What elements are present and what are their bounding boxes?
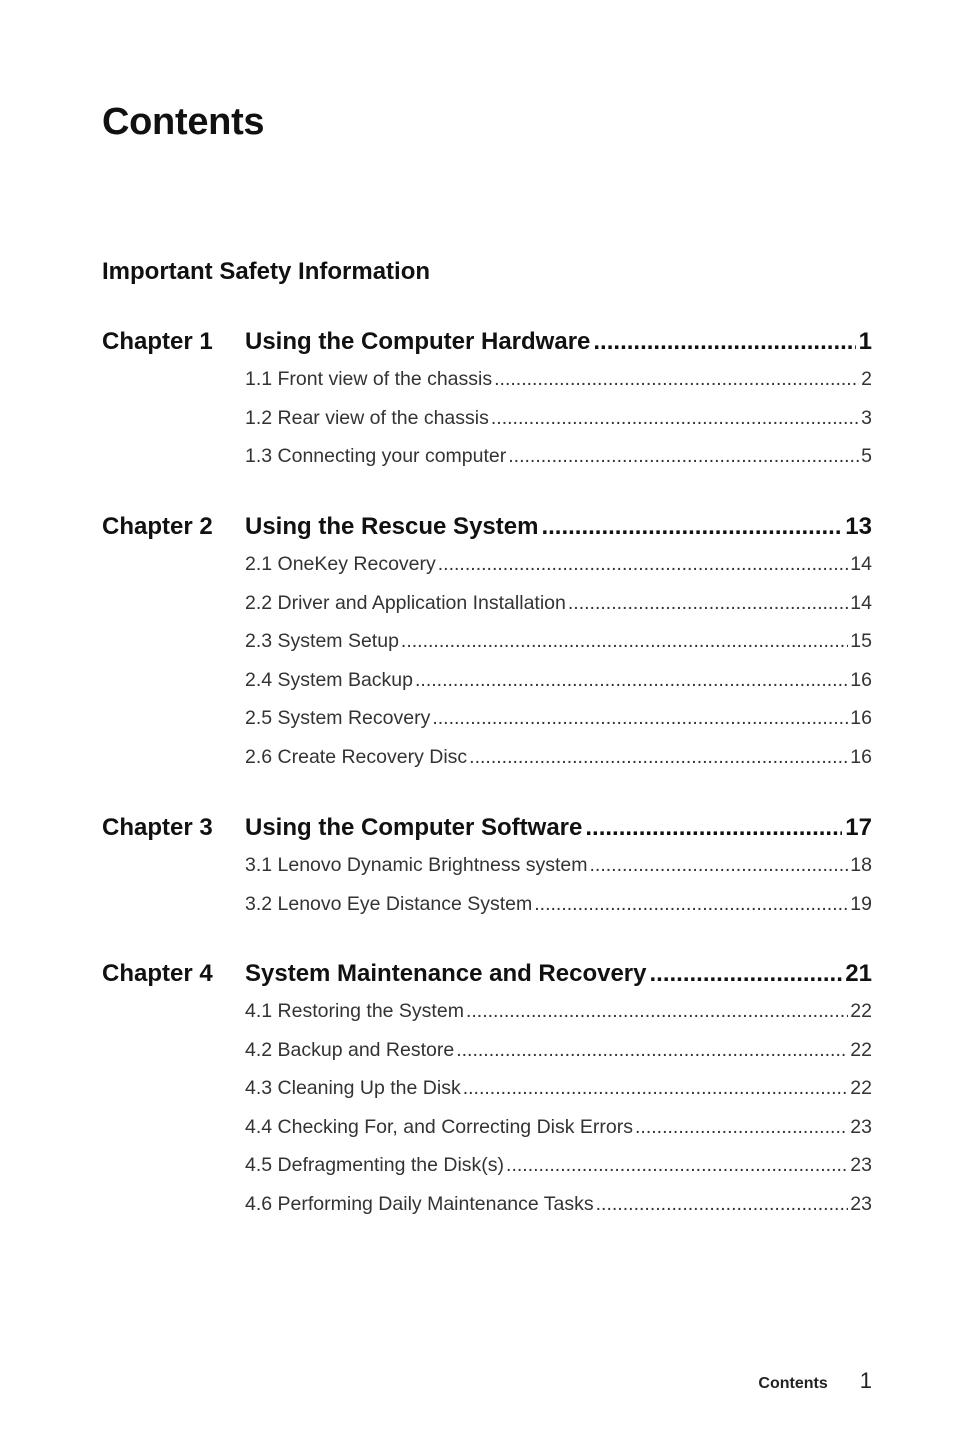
section-entry-1-2[interactable]	[245, 399, 872, 438]
chapter-4-block	[102, 956, 872, 1224]
section-page-number: 23	[850, 1115, 872, 1138]
section-page-number: 19	[850, 892, 872, 915]
chapter-3-block	[102, 810, 872, 923]
dot-leader	[508, 437, 859, 476]
chapter-2-block	[102, 509, 872, 777]
chapter-page-number: 1	[858, 328, 872, 355]
section-entry-3-1[interactable]	[245, 846, 872, 885]
chapter-label: Chapter 2	[102, 513, 213, 540]
section-entry-2-1[interactable]	[245, 545, 872, 584]
section-entry-1-3[interactable]	[245, 437, 872, 476]
section-title: 3.2 Lenovo Eye Distance System	[245, 892, 533, 915]
section-entry-4-5[interactable]	[245, 1146, 872, 1185]
page-footer	[758, 1368, 872, 1394]
section-page-number: 16	[850, 745, 872, 768]
dot-leader	[650, 956, 843, 992]
section-entry-2-2[interactable]	[245, 584, 872, 623]
dot-leader	[596, 1185, 849, 1224]
section-page-number: 22	[850, 1077, 872, 1100]
section-page-number: 3	[861, 406, 872, 429]
section-title: 3.1 Lenovo Dynamic Brightness system	[245, 854, 588, 876]
section-title: 4.4 Checking For, and Correcting Disk Errors	[245, 1115, 633, 1138]
dot-leader	[568, 584, 848, 623]
section-entry-4-2[interactable]	[245, 1031, 872, 1070]
section-entry-4-1[interactable]	[245, 992, 872, 1031]
chapter-3-entry[interactable]	[102, 810, 872, 846]
section-title: 2.6 Create Recovery Disc	[245, 745, 468, 768]
footer-label: Contents	[758, 1375, 828, 1392]
section-title: 4.3 Cleaning Up the Disk	[245, 1077, 461, 1100]
dot-leader	[593, 324, 855, 360]
section-page-number: 2	[861, 368, 872, 390]
chapter-label: Chapter 1	[102, 328, 213, 355]
dot-leader	[463, 1069, 849, 1108]
dot-leader	[432, 699, 848, 738]
section-entry-2-6[interactable]	[245, 738, 872, 777]
section-title: 2.2 Driver and Application Installation	[245, 591, 566, 614]
dot-leader	[541, 509, 842, 545]
section-page-number: 23	[850, 1154, 872, 1177]
section-entry-4-3[interactable]	[245, 1069, 872, 1108]
section-entry-1-1[interactable]	[245, 360, 872, 399]
chapter-page-number: 21	[845, 960, 872, 987]
section-title: 4.5 Defragmenting the Disk(s)	[245, 1154, 505, 1177]
section-title: 2.4 System Backup	[245, 668, 413, 691]
chapter-page-number: 17	[845, 814, 872, 841]
chapter-1-entry[interactable]	[102, 324, 872, 360]
section-title: 1.1 Front view of the chassis	[245, 368, 493, 390]
footer-page-number: 1	[859, 1368, 872, 1393]
section-title: 1.2 Rear view of the chassis	[245, 406, 489, 429]
dot-leader	[401, 622, 848, 661]
section-page-number: 22	[850, 1000, 872, 1022]
dot-leader	[456, 1031, 848, 1070]
section-title: 2.3 System Setup	[245, 630, 399, 653]
section-title: 4.2 Backup and Restore	[245, 1038, 455, 1061]
chapter-4-entry[interactable]	[102, 956, 872, 992]
page-title: Contents	[102, 101, 265, 143]
section-entry-2-3[interactable]	[245, 622, 872, 661]
section-entry-2-5[interactable]	[245, 699, 872, 738]
section-page-number: 14	[850, 591, 872, 614]
chapter-title: Using the Rescue System	[245, 513, 539, 540]
section-page-number: 16	[850, 668, 872, 691]
section-entry-3-2[interactable]	[245, 885, 872, 924]
section-page-number: 5	[861, 445, 872, 468]
dot-leader	[491, 399, 859, 438]
dot-leader	[415, 661, 848, 700]
dot-leader	[438, 545, 849, 584]
section-title: 4.1 Restoring the System	[245, 1000, 464, 1022]
chapter-label: Chapter 3	[102, 814, 213, 841]
section-title: 2.1 OneKey Recovery	[245, 553, 436, 575]
section-page-number: 16	[850, 707, 872, 730]
dot-leader	[469, 738, 848, 777]
chapter-title: Using the Computer Software	[245, 814, 583, 841]
section-entry-4-4[interactable]	[245, 1108, 872, 1147]
chapter-1-block	[102, 324, 872, 476]
safety-information-heading[interactable]: Important Safety Information	[102, 258, 431, 285]
chapter-label: Chapter 4	[102, 960, 213, 987]
chapter-title: System Maintenance and Recovery	[245, 960, 647, 987]
section-title: 2.5 System Recovery	[245, 707, 431, 730]
chapter-page-number: 13	[845, 513, 872, 540]
dot-leader	[494, 360, 859, 399]
section-entry-2-4[interactable]	[245, 661, 872, 700]
section-page-number: 18	[850, 854, 872, 876]
dot-leader	[590, 846, 849, 885]
dot-leader	[466, 992, 848, 1031]
section-page-number: 23	[850, 1192, 872, 1215]
dot-leader	[506, 1146, 848, 1185]
dot-leader	[585, 810, 842, 846]
dot-leader	[534, 885, 848, 924]
section-page-number: 14	[850, 553, 872, 575]
section-title: 4.6 Performing Daily Maintenance Tasks	[245, 1192, 594, 1215]
section-page-number: 15	[850, 630, 872, 653]
section-title: 1.3 Connecting your computer	[245, 445, 507, 468]
chapter-2-entry[interactable]	[102, 509, 872, 545]
chapter-title: Using the Computer Hardware	[245, 328, 591, 355]
section-entry-4-6[interactable]	[245, 1185, 872, 1224]
section-page-number: 22	[850, 1038, 872, 1061]
dot-leader	[635, 1108, 848, 1147]
